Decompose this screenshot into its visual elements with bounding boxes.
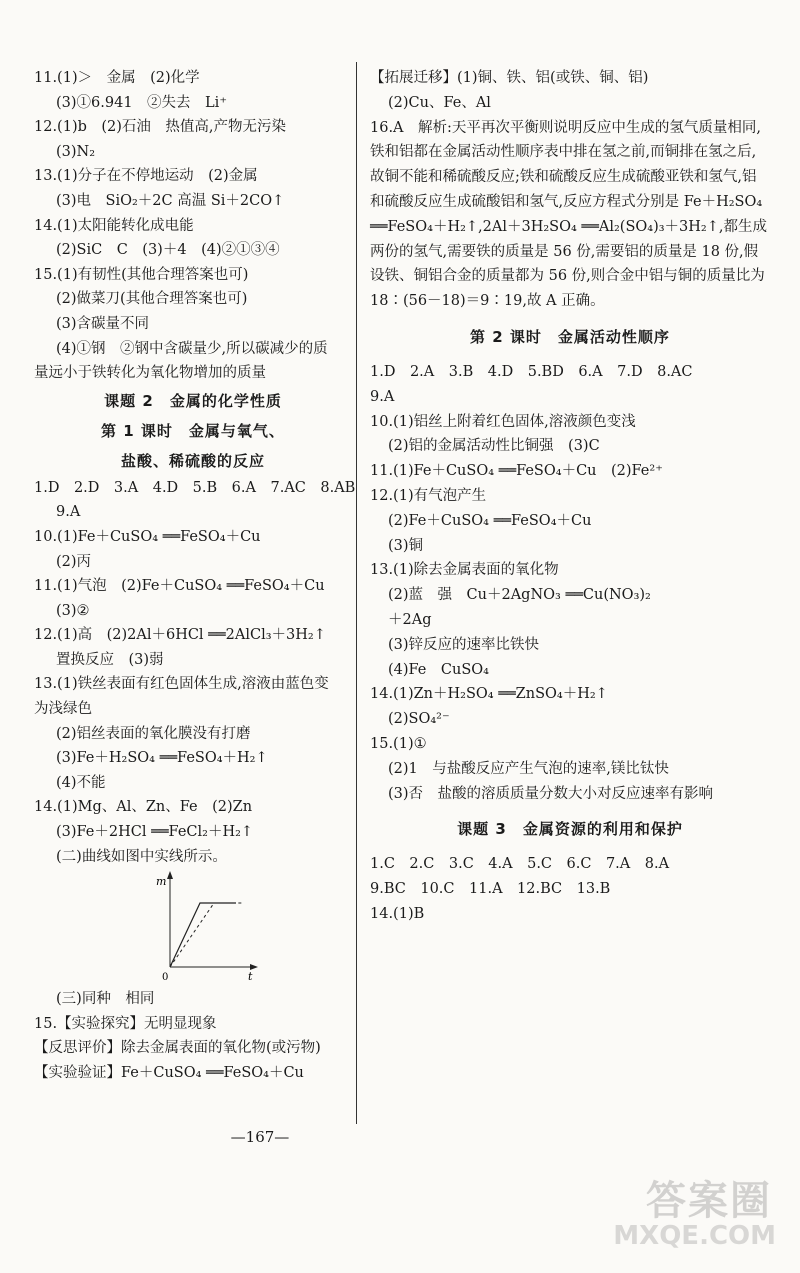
answer-line: 【实验验证】Fe＋CuSO₄ ══FeSO₄＋Cu bbox=[34, 1065, 304, 1081]
answer-line: (4)不能 bbox=[56, 774, 106, 791]
answer-line: 14.(1)Zn＋H₂SO₄ ══ZnSO₄＋H₂↑ bbox=[370, 686, 608, 703]
q16-explanation: 16.A 解析:天平再次平衡则说明反应中生成的氢气质量相同,铁和铝都在金属活动性顺序表中排在氢之前,而铜排在氢之后,故铜不能和稀硫酸反应;铁和硫酸反应生成硫酸亚铁和氢气,铝和硫酸反应生成硫酸铝和氢气,反应方程式分别是 Fe＋H₂SO₄ ══FeSO₄＋H₂↑,2Al＋3H₂SO₄ ══Al₂(SO₄)₃＋3H₂↑,都生成两份的氢气,需要铁的质量是 56 份,需要铝的质量是 18 份,假设铁、铜铝合金的质量都为 56 份,则合金中铝与铜的质量比为 18∶(56－18)＝9∶19,故 A 正确。 bbox=[370, 119, 768, 310]
answer-line: 15.(1)有韧性(其他合理答案也可) bbox=[34, 266, 249, 283]
answer-line: 12.(1)有气泡产生 bbox=[370, 487, 487, 504]
answer-line: (3)② bbox=[56, 602, 90, 619]
answer-line: (2)做菜刀(其他合理答案也可) bbox=[56, 291, 248, 308]
answer-line: 15.(1)① bbox=[370, 735, 427, 752]
answer-line: (4)Fe CuSO₄ bbox=[388, 661, 489, 678]
answer-line: (2)铝丝表面的氧化膜没有打磨 bbox=[56, 725, 251, 742]
answer-line: 9.A bbox=[56, 504, 81, 521]
origin-label: 0 bbox=[162, 972, 169, 984]
solid-curve bbox=[170, 903, 236, 967]
answer-line: (2)Fe＋CuSO₄ ══FeSO₄＋Cu bbox=[388, 512, 592, 529]
answer-line: (3)含碳量不同 bbox=[56, 315, 150, 332]
answer-line: (2)蓝 强 Cu＋2AgNO₃ ══Cu(NO₃)₂ bbox=[388, 587, 651, 604]
lesson-heading: 课题 2 金属的化学性质 bbox=[104, 391, 282, 410]
section-heading-cont: 盐酸、稀硫酸的反应 bbox=[120, 451, 265, 470]
answer-line: (3)铜 bbox=[388, 537, 424, 554]
answer-line: (2)Cu、Fe、Al bbox=[388, 94, 491, 111]
mass-time-graph bbox=[34, 869, 352, 987]
answer-line: 12.(1)b (2)石油 热值高,产物无污染 bbox=[34, 119, 287, 136]
section-heading: 第 1 课时 金属与氧气、 bbox=[101, 421, 285, 440]
answer-line: (3)①6.941 ②失去 Li⁺ bbox=[56, 94, 227, 111]
y-axis-arrow bbox=[167, 871, 173, 879]
answer-line: (二)曲线如图中实线所示。 bbox=[56, 848, 227, 865]
right-column bbox=[370, 66, 770, 927]
answer-line: 置换反应 (3)弱 bbox=[56, 651, 164, 668]
answer-line: 14.(1)B bbox=[370, 905, 425, 922]
watermark-logo bbox=[582, 1163, 782, 1263]
lesson-heading: 课题 3 金属资源的利用和保护 bbox=[457, 820, 683, 839]
answer-paragraph: (3)否 盐酸的溶质质量分数大小对反应速率有影响 bbox=[388, 785, 714, 802]
answer-line: 【拓展迁移】(1)铜、铁、铝(或铁、铜、铝) bbox=[370, 70, 649, 86]
y-axis-label: m bbox=[156, 875, 167, 889]
page-number: —167— bbox=[230, 1128, 290, 1146]
answer-line: (3)N₂ bbox=[56, 143, 96, 160]
answer-line: 11.(1)Fe＋CuSO₄ ══FeSO₄＋Cu (2)Fe²⁺ bbox=[370, 463, 663, 480]
answer-line: (2)铝的金属活动性比铜强 (3)C bbox=[388, 438, 600, 455]
left-column bbox=[34, 66, 356, 1086]
answer-line: 9.A bbox=[370, 388, 395, 405]
watermark-url: MXQE.COM bbox=[613, 1221, 776, 1251]
answer-line: 为浅绿色 bbox=[34, 701, 92, 718]
answer-line: (3)Fe＋2HCl ══FeCl₂＋H₂↑ bbox=[56, 824, 254, 841]
answer-line: 1.C 2.C 3.C 4.A 5.C 6.C 7.A 8.A bbox=[370, 856, 670, 873]
answer-line: 15.【实验探究】无明显现象 bbox=[34, 1015, 217, 1032]
answer-line: 14.(1)Mg、Al、Zn、Fe (2)Zn bbox=[34, 799, 253, 816]
dashed-curve bbox=[170, 903, 242, 967]
answer-line: 1.D 2.A 3.B 4.D 5.BD 6.A 7.D 8.AC bbox=[370, 363, 693, 380]
answer-line: (4)①钢 ②钢中含碳量少,所以碳减少的质 bbox=[56, 340, 328, 357]
answer-line: 13.(1)分子在不停地运动 (2)金属 bbox=[34, 168, 258, 185]
answer-line: (2)丙 bbox=[56, 553, 92, 570]
answer-line: (2)SiC C (3)＋4 (4)②①③④ bbox=[56, 242, 280, 259]
section-heading: 第 2 课时 金属活动性顺序 bbox=[470, 327, 670, 346]
answer-line: (三)同种 相同 bbox=[56, 991, 155, 1008]
answer-line: 13.(1)除去金属表面的氧化物 bbox=[370, 562, 559, 579]
answer-line: ＋2Ag bbox=[388, 611, 432, 628]
answer-line: 11.(1)气泡 (2)Fe＋CuSO₄ ══FeSO₄＋Cu bbox=[34, 578, 325, 595]
answer-line: 11.(1)＞ 金属 (2)化学 bbox=[34, 70, 200, 86]
answer-line: (2)SO₄²⁻ bbox=[388, 711, 450, 728]
answer-line: 12.(1)高 (2)2Al＋6HCl ══2AlCl₃＋3H₂↑ bbox=[34, 627, 326, 644]
answer-line: 9.BC 10.C 11.A 12.BC 13.B bbox=[370, 881, 611, 898]
answer-line: 1.D 2.D 3.A 4.D 5.B 6.A 7.AC 8.AB bbox=[34, 479, 356, 496]
graph-svg bbox=[152, 869, 262, 983]
watermark-text: 答案圈 bbox=[646, 1178, 772, 1224]
answer-line: (3)锌反应的速率比铁快 bbox=[388, 636, 540, 653]
answer-paragraph: (2)1 与盐酸反应产生气泡的速率,镁比钛快 bbox=[388, 760, 669, 777]
answer-line: 量远小于铁转化为氧化物增加的质量 bbox=[34, 365, 266, 382]
answer-line: 14.(1)太阳能转化成电能 bbox=[34, 217, 194, 234]
answer-line: (3)Fe＋H₂SO₄ ══FeSO₄＋H₂↑ bbox=[56, 750, 268, 767]
answer-line: 10.(1)Fe＋CuSO₄ ══FeSO₄＋Cu bbox=[34, 528, 261, 545]
answer-line: 10.(1)铝丝上附着红色固体,溶液颜色变浅 bbox=[370, 413, 636, 430]
answer-line: 13.(1)铁丝表面有红色固体生成,溶液由蓝色变 bbox=[34, 676, 329, 693]
answer-line: (3)电 SiO₂＋2C 高温 Si＋2CO↑ bbox=[56, 192, 285, 209]
answer-line: 【反思评价】除去金属表面的氧化物(或污物) bbox=[34, 1040, 321, 1057]
x-axis-label: t bbox=[248, 970, 253, 984]
column-divider bbox=[356, 62, 357, 1124]
